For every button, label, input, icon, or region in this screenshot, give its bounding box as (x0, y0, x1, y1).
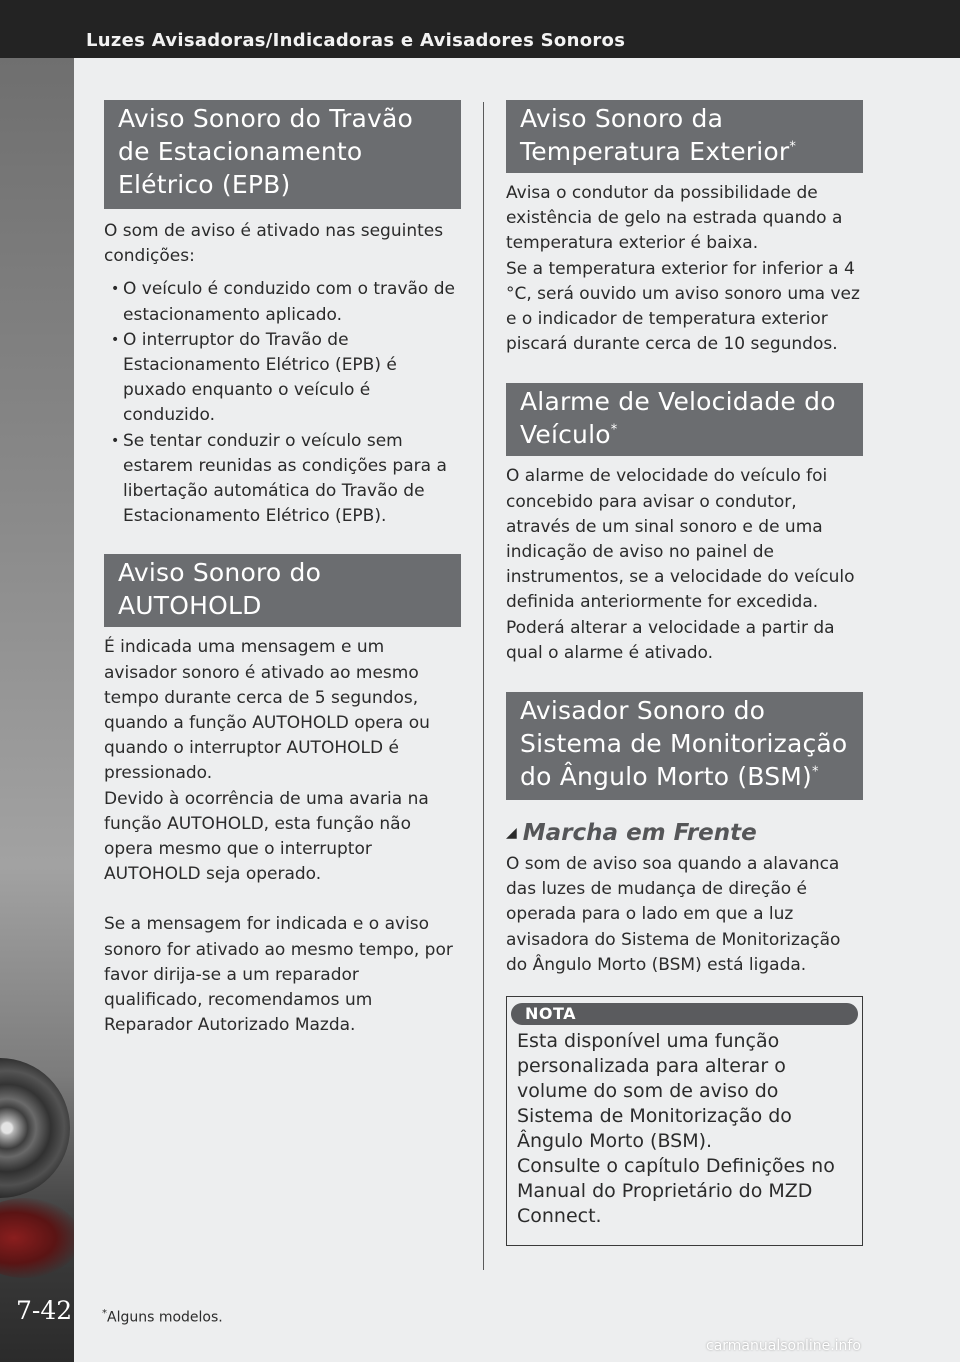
section-heading-epb: Aviso Sonoro do Travão de Estacionamento Elétrico (EPB) (104, 100, 461, 209)
asterisk-marker: * (812, 764, 819, 780)
section-heading-autohold: Aviso Sonoro do AUTOHOLD (104, 554, 461, 627)
headlamp-image (0, 1058, 70, 1198)
outside-temp-paragraph-2: Se a temperatura exterior for inferior a 4 °C, será ouvido um aviso sonoro uma vez e o indicador de temperatura exterior piscará durante cerca de 10 segundos. (506, 258, 860, 355)
autohold-paragraph-1: É indicada uma mensagem e um avisador sonoro é ativado ao mesmo tempo durante cerca de 5 segundos, quando a função AUTOHOLD opera ou quando o interruptor AUTOHOLD é pressionado. (104, 637, 430, 784)
page-number: 7-42 (16, 1296, 73, 1325)
list-item: • O interruptor do Travão de Estacionamento Elétrico (EPB) é puxado enquanto o veículo é conduzido. (104, 328, 461, 429)
asterisk-marker: * (789, 139, 797, 155)
right-column (506, 100, 863, 1246)
footnote-marker: * (102, 1308, 107, 1319)
triangle-marker-icon: ◢ (506, 825, 517, 842)
epb-condition-list (104, 277, 461, 529)
note-text-1: Esta disponível uma função personalizada para alterar o volume do som de aviso do Sistema de Monitorização do Ângulo Morto (BSM). (517, 1030, 792, 1153)
sidebar-photo (0, 58, 74, 1362)
list-item: • Se tentar conduzir o veículo sem estarem reunidas as condições para a libertação automática do Travão de Estacionamento Elétrico (EPB). (104, 429, 461, 530)
epb-intro: O som de aviso é ativado nas seguintes condições: (104, 221, 444, 267)
bsm-paragraph-1: O som de aviso soa quando a alavanca das luzes de mudança de direção é operada para o lado em que a luz avisadora do Sistema de Monitorização do Ângulo Morto (BSM) está ligada. (506, 854, 841, 975)
note-box (506, 996, 863, 1246)
speed-alarm-paragraph-2: Poderá alterar a velocidade a partir da qual o alarme é ativado. (506, 617, 835, 663)
speed-alarm-paragraph-1: O alarme de velocidade do veículo foi concebido para avisar o condutor, através de um sinal sonoro e de uma indicação de aviso no painel de instrumentos, se a velocidade do veículo definida anteriormente for excedida. (506, 466, 855, 613)
taillight-glow (0, 1198, 74, 1278)
section-heading-speed-alarm: Alarme de Velocidade do Veículo* (506, 383, 863, 456)
left-column (104, 100, 461, 1038)
autohold-paragraph-2: Devido à ocorrência de uma avaria na função AUTOHOLD, esta função não opera mesmo que o interruptor AUTOHOLD seja operado. (104, 788, 429, 885)
section-heading-bsm: Avisador Sonoro do Sistema de Monitorização do Ângulo Morto (BSM)* (506, 692, 863, 800)
note-text-2: Consulte o capítulo Definições no Manual do Proprietário do MZD Connect. (517, 1155, 835, 1228)
footnote (102, 1308, 223, 1326)
column-divider (483, 102, 484, 1270)
section-heading-outside-temp: Aviso Sonoro da Temperatura Exterior* (506, 100, 863, 173)
bsm-subheading: ◢ Marcha em Frente (506, 820, 757, 847)
asterisk-marker: * (610, 423, 618, 439)
note-badge: NOTA (511, 1003, 858, 1025)
header-bar (0, 0, 960, 58)
autohold-paragraph-3: Se a mensagem for indicada e o aviso sonoro for ativado ao mesmo tempo, por favor dirija-se a um reparador qualificado, recomendamos um Reparador Autorizado Mazda. (104, 914, 453, 1036)
outside-temp-paragraph-1: Avisa o condutor da possibilidade de existência de gelo na estrada quando a temperatura exterior é baixa. (506, 183, 843, 254)
list-item: • O veículo é conduzido com o travão de estacionamento aplicado. (104, 277, 461, 327)
header-title: Luzes Avisadoras/Indicadoras e Avisadores Sonoros (86, 30, 626, 51)
footnote-text: Alguns modelos. (107, 1309, 223, 1326)
watermark: carmanualsonline.info (706, 1338, 861, 1354)
